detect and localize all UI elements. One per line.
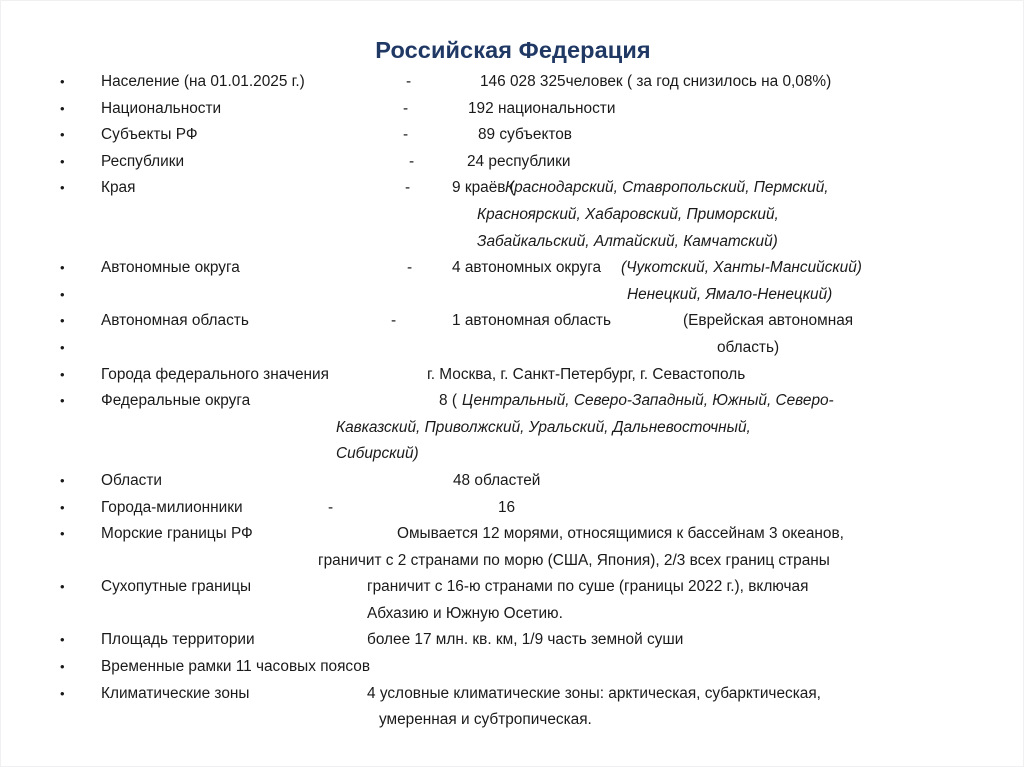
list-item-sea-borders (1, 521, 1024, 548)
list-item-autonomous-okrugs (1, 255, 1024, 282)
continuation-text: Абхазию и Южную Осетию. (367, 604, 563, 622)
list-item-label: Площадь территории (101, 631, 255, 649)
list-item-republics (1, 149, 1024, 176)
list-item-value: г. Москва, г. Санкт-Петербург, г. Севастополь (427, 365, 746, 383)
list-item-value: Омывается 12 морями, относящимися к бассейнам 3 океанов, (397, 525, 844, 543)
bullet-icon: • (60, 632, 65, 648)
list-item-label: Субъекты РФ (101, 126, 198, 144)
list-item-value-italic: (Чукотский, Ханты-Мансийский) (621, 259, 862, 277)
separator-dash: - (403, 126, 409, 144)
list-item-federal-districts-cont2 (1, 441, 1024, 468)
list-item-label: Автономные округа (101, 259, 240, 277)
continuation-text: область) (717, 338, 780, 356)
list-item-federal-districts-cont1 (1, 415, 1024, 442)
fact-list (1, 69, 1024, 734)
list-item-value: 9 краёв ( (452, 179, 515, 197)
list-item-value: граничит с 16-ю странами по суше (границы 2022 г.), включая (367, 578, 809, 596)
continuation-text: Красноярский, Хабаровский, Приморский, (477, 205, 779, 223)
list-item-label: Города федерального значения (101, 365, 329, 383)
separator-dash: - (403, 99, 409, 117)
list-item-value: 8 ( (439, 392, 457, 410)
separator-dash: - (407, 259, 413, 277)
list-item-value: 89 субъектов (478, 126, 572, 144)
separator-dash: - (409, 152, 415, 170)
bullet-icon: • (60, 499, 65, 515)
bullet-icon: • (60, 100, 65, 116)
bullet-icon: • (60, 153, 65, 169)
list-item-label: Республики (101, 152, 185, 170)
bullet-icon: • (60, 526, 65, 542)
list-item-federal-cities (1, 362, 1024, 389)
continuation-text: Кавказский, Приволжский, Уральский, Дальневосточный, (336, 418, 751, 436)
list-item-value: 192 национальности (468, 99, 616, 117)
list-item-value-italic: Центральный, Северо-Западный, Южный, Северо- (462, 392, 834, 410)
list-item-million-cities (1, 495, 1024, 522)
list-item-federal-districts (1, 388, 1024, 415)
bullet-icon: • (60, 366, 65, 382)
list-item-value: 1 автономная область (452, 312, 611, 330)
bullet-icon: • (60, 127, 65, 143)
list-item-label: Края (101, 179, 136, 197)
list-item-time-zones (1, 654, 1024, 681)
list-item-krais (1, 175, 1024, 202)
bullet-icon: • (60, 260, 65, 276)
list-item-label: Климатические зоны (101, 684, 250, 702)
list-item-label: Временные рамки 11 часовых поясов (101, 658, 371, 676)
separator-dash: - (391, 312, 397, 330)
list-item-label: Население (на 01.01.2025 г.) (101, 73, 305, 90)
list-item-label: Области (101, 471, 162, 489)
continuation-text: умеренная и субтропическая. (379, 711, 592, 729)
list-item-area (1, 627, 1024, 654)
list-item-value: 16 (498, 498, 516, 516)
list-item-sea-borders-cont1 (1, 548, 1024, 575)
list-item-value: 24 республики (467, 152, 571, 170)
list-item-autonomous-okrugs-cont1 (1, 282, 1024, 309)
separator-dash: - (328, 498, 334, 516)
list-item-value: 4 автономных округа (452, 259, 602, 277)
list-item-label: Морские границы РФ (101, 525, 253, 543)
list-item-value: 48 областей (453, 471, 541, 489)
separator-dash: - (406, 73, 412, 90)
list-item-value-paren: (Еврейская автономная (683, 312, 854, 330)
continuation-text: Ненецкий, Ямало-Ненецкий) (627, 285, 833, 303)
bullet-icon: • (60, 685, 65, 701)
list-item-subjects (1, 122, 1024, 149)
list-item-label: Автономная область (101, 312, 249, 330)
bullet-icon: • (60, 339, 65, 355)
bullet-icon: • (60, 579, 65, 595)
list-item-krais-cont1 (1, 202, 1024, 229)
list-item-value: более 17 млн. кв. км, 1/9 часть земной суши (367, 631, 684, 649)
bullet-icon: • (60, 74, 65, 89)
list-item-autonomous-oblast-cont1 (1, 335, 1024, 362)
list-item-autonomous-oblast (1, 308, 1024, 335)
bullet-icon: • (60, 472, 65, 488)
list-item-krais-cont2 (1, 229, 1024, 256)
continuation-text: Сибирский) (336, 445, 419, 463)
continuation-text: граничит с 2 странами по морю (США, Япония), 2/3 всех границ страны (318, 551, 830, 569)
list-item-land-borders (1, 574, 1024, 601)
list-item-label: Города-милионники (101, 498, 243, 516)
list-item-value: 146 028 325человек ( за год снизилось на 0,08%) (480, 73, 832, 90)
continuation-text: Забайкальский, Алтайский, Камчатский) (477, 232, 778, 250)
bullet-icon: • (60, 286, 65, 302)
bullet-icon: • (60, 393, 65, 409)
list-item-label: Сухопутные границы (101, 578, 252, 596)
list-item-land-borders-cont1 (1, 601, 1024, 628)
list-item-label: Федеральные округа (101, 392, 251, 410)
list-item-value: 4 условные климатические зоны: арктическая, субарктическая, (367, 684, 821, 702)
list-item-climate-zones-cont1 (1, 707, 1024, 734)
page-title: Российская Федерация (375, 37, 651, 63)
list-item-climate-zones (1, 681, 1024, 708)
list-item-oblasts (1, 468, 1024, 495)
separator-dash: - (405, 179, 411, 197)
bullet-icon: • (60, 180, 65, 196)
bullet-icon: • (60, 313, 65, 329)
list-item-value-italic: Краснодарский, Ставропольский, Пермский, (505, 179, 829, 197)
list-item-label: Национальности (101, 99, 222, 117)
bullet-icon: • (60, 659, 65, 675)
list-item-nationalities (1, 96, 1024, 123)
list-item-population (1, 69, 1024, 96)
